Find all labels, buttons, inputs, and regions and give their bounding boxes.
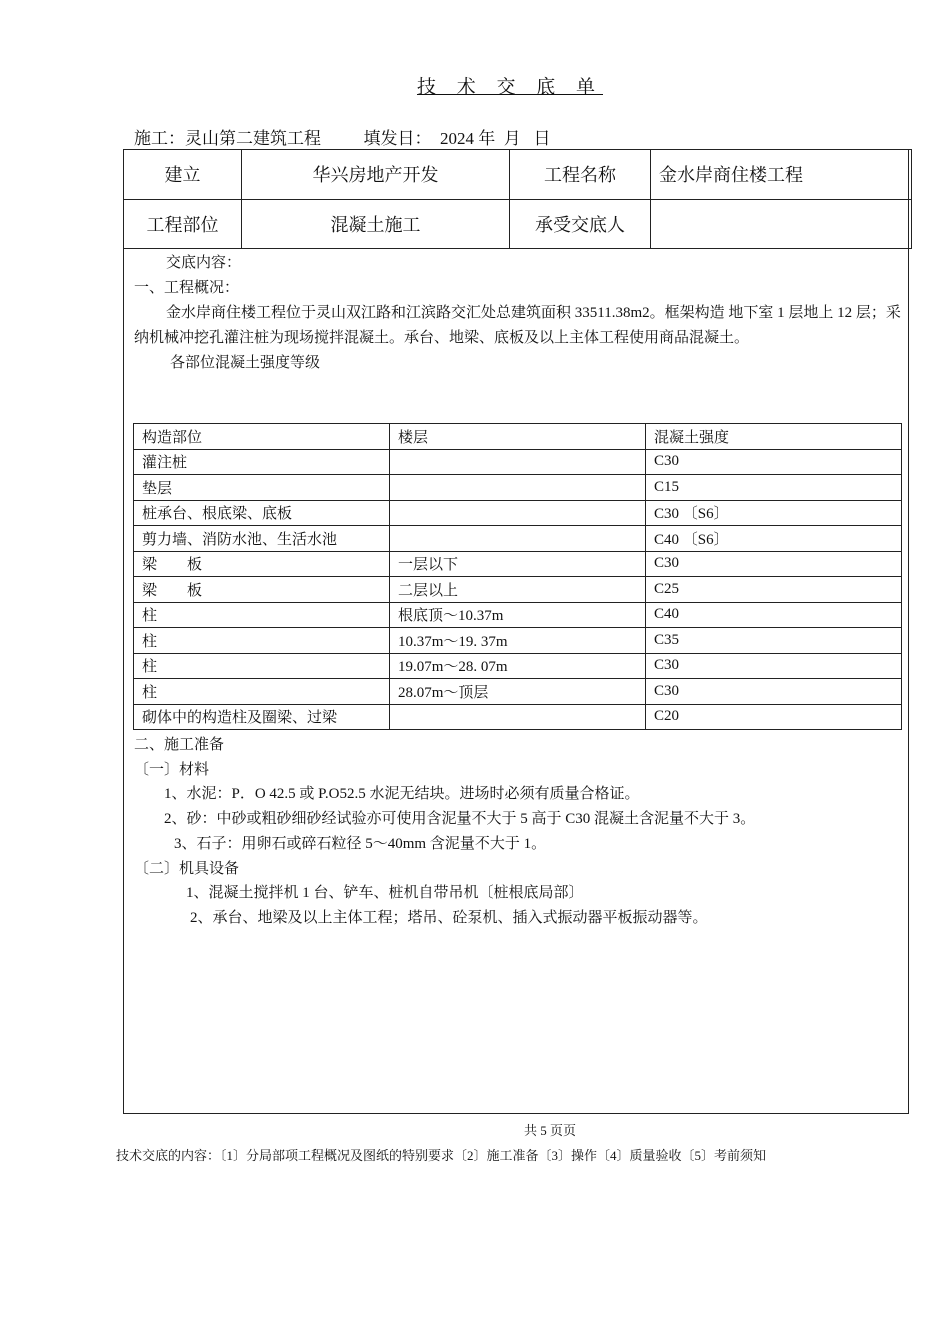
preparation-section bbox=[134, 733, 904, 931]
header-row bbox=[124, 199, 912, 249]
table-row bbox=[134, 449, 902, 475]
table-cell: C15 bbox=[646, 475, 902, 501]
section-heading: 二、施工准备 bbox=[134, 737, 225, 753]
subsection-heading: 〔二〕机具设备 bbox=[134, 860, 240, 877]
header-cell: 承受交底人 bbox=[510, 199, 651, 249]
table-cell: 桩承台、根底梁、底板 bbox=[134, 500, 390, 526]
table-cell: C25 bbox=[646, 577, 902, 603]
table-cell: C30 bbox=[646, 449, 902, 475]
column-header: 楼层 bbox=[390, 424, 646, 450]
table-cell: 柱 bbox=[134, 602, 390, 628]
table-cell bbox=[390, 500, 646, 526]
header-cell: 建立 bbox=[124, 150, 242, 200]
table-cell: 一层以下 bbox=[390, 551, 646, 577]
table-row bbox=[134, 526, 902, 552]
equipment-item: 1、混凝土搅拌机 1 台、铲车、桩机自带吊机〔桩根底局部〕 bbox=[186, 885, 584, 902]
header-row bbox=[124, 150, 912, 200]
content-label: 交底内容： bbox=[166, 255, 242, 271]
table-row bbox=[134, 628, 902, 654]
table-cell: 根底顶～10.37m bbox=[390, 602, 646, 628]
table-cell: 10.37m～19. 37m bbox=[390, 628, 646, 654]
table-cell: 砌体中的构造柱及圈梁、过梁 bbox=[134, 704, 390, 730]
table-row bbox=[134, 500, 902, 526]
table-row bbox=[134, 653, 902, 679]
table-cell: 28.07m～顶层 bbox=[390, 679, 646, 705]
header-table bbox=[123, 149, 912, 249]
table-cell bbox=[390, 449, 646, 475]
table-cell: 柱 bbox=[134, 628, 390, 654]
column-header: 混凝土强度 bbox=[646, 424, 902, 450]
table-cell: 柱 bbox=[134, 653, 390, 679]
table-cell: 梁 板 bbox=[134, 551, 390, 577]
material-item: 1、水泥：P．O 42.5 或 P.O52.5 水泥无结块。进场时必须有质量合格证。 bbox=[164, 786, 640, 803]
grade-table bbox=[133, 423, 902, 730]
table-cell bbox=[390, 704, 646, 730]
table-cell: 二层以上 bbox=[390, 577, 646, 603]
table-cell: 梁 板 bbox=[134, 577, 390, 603]
table-cell: 垫层 bbox=[134, 475, 390, 501]
table-cell: C20 bbox=[646, 704, 902, 730]
table-cell bbox=[390, 475, 646, 501]
table-row bbox=[134, 602, 902, 628]
table-cell: C30 bbox=[646, 653, 902, 679]
footer-note: 技术交底的内容：〔1〕分局部项工程概况及图纸的特别要求〔2〕施工准备〔3〕操作〔4〕质量验收〔5〕考前须知 bbox=[116, 1148, 767, 1163]
content-body bbox=[134, 251, 904, 376]
page-number: 共 5 页页 bbox=[523, 1123, 576, 1138]
table-row bbox=[134, 551, 902, 577]
header-cell: 工程部位 bbox=[124, 199, 242, 249]
table-row bbox=[134, 679, 902, 705]
table-cell: 灌注桩 bbox=[134, 449, 390, 475]
equipment-item: 2、承台、地梁及以上主体工程；塔吊、砼泵机、插入式振动器平板振动器等。 bbox=[190, 909, 708, 926]
table-cell: C35 bbox=[646, 628, 902, 654]
document-title: 技 术 交 底 单 bbox=[416, 77, 603, 98]
table-cell: C30 〔S6〕 bbox=[646, 500, 902, 526]
overview-paragraph: 金水岸商住楼工程位于灵山双江路和江滨路交汇处总建筑面积 33511.38m2。框架构造 地下室 1 层地上 12 层；采纳机械冲挖孔灌注桩为现场搅拌混凝土。承台、地梁、底板及以上主体工程使用商品混凝土。 bbox=[134, 305, 901, 346]
table-cell: C40 bbox=[646, 602, 902, 628]
table-cell: C30 bbox=[646, 679, 902, 705]
table-cell: C40 〔S6〕 bbox=[646, 526, 902, 552]
grade-table-header bbox=[134, 424, 902, 450]
document-subhead: 施工：灵山第二建筑工程 填发日： 2024 年 月 日 bbox=[134, 129, 551, 148]
header-cell: 华兴房地产开发 bbox=[242, 150, 510, 200]
table-row bbox=[134, 577, 902, 603]
section-heading: 一、工程概况： bbox=[134, 280, 240, 296]
header-cell: 金水岸商住楼工程 bbox=[651, 150, 912, 200]
material-item: 2、砂：中砂或粗砂细砂经试验亦可使用含泥量不大于 5 高于 C30 混凝土含泥量不大于 3。 bbox=[164, 811, 756, 828]
table-cell: 柱 bbox=[134, 679, 390, 705]
header-cell bbox=[651, 199, 912, 249]
header-cell: 混凝土施工 bbox=[242, 199, 510, 249]
table-cell: 剪力墙、消防水池、生活水池 bbox=[134, 526, 390, 552]
table-row bbox=[134, 704, 902, 730]
grade-table-title: 各部位混凝土强度等级 bbox=[170, 355, 321, 371]
header-cell: 工程名称 bbox=[510, 150, 651, 200]
table-cell: 19.07m～28. 07m bbox=[390, 653, 646, 679]
table-cell: C30 bbox=[646, 551, 902, 577]
table-cell bbox=[390, 526, 646, 552]
column-header: 构造部位 bbox=[134, 424, 390, 450]
material-item: 3、石子：用卵石或碎石粒径 5～40mm 含泥量不大于 1。 bbox=[174, 835, 547, 852]
subsection-heading: 〔一〕材料 bbox=[134, 761, 210, 778]
table-row bbox=[134, 475, 902, 501]
